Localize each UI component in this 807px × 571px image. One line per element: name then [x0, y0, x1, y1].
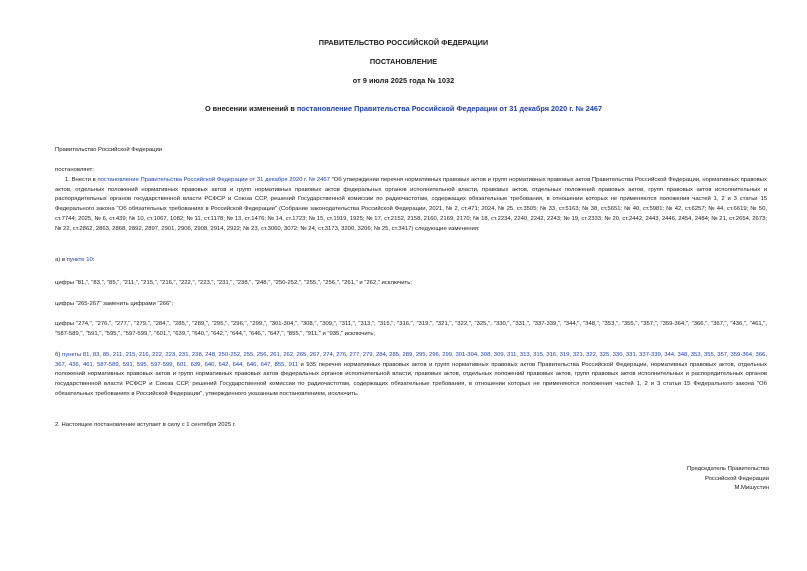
paragraph-1	[55, 176, 767, 234]
subpoint-a-item-2: цифры "265-267" заменить цифрами "266";	[55, 301, 174, 307]
a-prefix: а) в	[55, 257, 67, 263]
subpoint-b	[55, 351, 767, 400]
government-heading: ПРАВИТЕЛЬСТВО РОССИЙСКОЙ ФЕДЕРАЦИИ	[318, 38, 489, 47]
signature-title: Председатель Правительства	[686, 466, 769, 472]
subpoint-a-item-1: цифры "81,", "83,", "85,", "211,", "215,", "216,", "222,", "223,", "231,", "238,", "248,", "250-252,", "255,", "256,", "261," и "262," исключить;	[55, 280, 412, 286]
p1-text: "Об утверждении перечня нормативных правовых актов и групп нормативных правовых актов Правительства Российской Федерации, нормативных правовых актов, отдельных положений нормативных правовых актов и групп нормативных правовых актов федеральных органов исполнительной власти, правовых актов, отдельных положений правовых актов, групп правовых актов исполнительных и распорядительных органов государственной власти РСФСР и Союза ССР, решений Государственной комиссии по радиочастотам, содержащих обязательные требования, в отношении которых не применяются положения частей 1, 2 и 3 статьи 15 Федерального закона "Об обязательных требованиях в Российской Федерации" (Собрание законодательства Российской Федерации, 2021, № 2, ст.471; 2024, № 25, ст.3505; № 33, ст.5163; № 38, ст.5651; № 40, ст.5981; № 42, ст.6257; № 44, ст.6619; № 50, ст.7744; 2025, № 6, ст.439; № 10, ст.1067, 1082; № 11, ст.1178; № 13, ст.1476; № 14, ст.1723; № 15, ст.1919, 1925; № 17, ст.2152, 2158, 2160, 2169, 2170; № 18, ст.2234, 2240, 2242, 2243; № 19, ст.2333; № 20, ст.2442, 2443, 2446, 2454, 2484; № 21, ст.2654, 2673; № 22, ст.2862, 2863, 2868, 2892, 2897, 2901, 2906, 2908, 2914, 2922; № 23, ст.3060, 3072; № 24, ст.3173, 3200, 3206; № 25, ст.3417) следующие изменения:	[55, 177, 767, 232]
b-prefix: б)	[55, 352, 63, 358]
p1-link[interactable]: постановление Правительства Российской Федерации от 31 декабря 2020 г. № 2467	[97, 177, 330, 183]
paragraph-2: 2. Настоящее постановление вступает в силу с 1 сентября 2025 г.	[55, 422, 236, 428]
document-title	[0, 104, 807, 113]
signature-country: Российской Федерации	[704, 475, 769, 482]
subpoint-a	[55, 256, 767, 266]
subpoint-a-item-3: цифры "274,", "276,", "277,", "279,", "284,", "285,", "289,", "295,", "296,", "299,", "301-304,", "308,", "309,", "311,", "313,", "315,", "316,", "319,", "321,", "322,", "325,", "330,", "331,", "337-339,", "344,", "348,", "353,", "355,", "357,", "359-364,", "366,", "367,", "436,", "461,", "587-589,", "591,", "595,", "597-599,", "601,", "639,", "640,", "642,", "644,", "646,", "647,", "855,", "911," и "935," исключить;	[55, 321, 767, 337]
decides-text: постановляет:	[55, 167, 94, 173]
a-suffix: :	[92, 257, 95, 263]
title-prefix: О внесении изменений в	[204, 104, 297, 113]
b-text: и 935 перечня нормативных правовых актов и групп нормативных правовых актов Правительства Российской Федерации, нормативных правовых актов, отдельных положений нормативных правовых актов и групп нормативных правовых актов федеральных органов исполнительной власти, правовых актов, отдельных положений правовых актов, групп правовых актов исполнительных и распорядительных органов государственной власти РСФСР и Союза ССР, решений Государственной комиссии по радиочастотам, содержащих обязательные требования, в отношении которых не применяются положения частей 1, 2 и 3 статьи 15 Федерального закона "Об обязательных требованиях в Российской Федерации", утвержденного указанным постановлением, исключить.	[55, 361, 767, 397]
signature-name: М.Мишустин	[734, 485, 769, 492]
p1-prefix: 1. Внести в	[65, 177, 98, 183]
intro-text: Правительство Российской Федерации	[55, 147, 163, 153]
title-link[interactable]: постановление Правительства Российской Федерации от 31 декабря 2020 г. № 2467	[296, 104, 603, 113]
a-link[interactable]: пункте 10	[66, 257, 93, 263]
b-link[interactable]: пункты 81, 83, 85, 211, 215, 216, 222, 223, 231, 238, 248, 250-252, 255, 256, 261, 262, 265, 267, 274, 276, 277, 279, 284, 285, 289, 295, 296, 299, 301-304, 308, 309, 311, 313, 315, 316, 319, 321, 322, 325, 330, 331, 337-339, 344, 348, 353, 355, 357, 359-364, 366, 367, 436, 461, 587-589, 591, 595, 597-599, 601, 639, 640, 642, 644, 646, 647, 855, 911	[55, 352, 767, 368]
date-number-heading: от 9 июля 2025 года № 1032	[352, 76, 455, 85]
signature-block	[687, 465, 769, 494]
doc-type-heading: ПОСТАНОВЛЕНИЕ	[369, 57, 438, 66]
